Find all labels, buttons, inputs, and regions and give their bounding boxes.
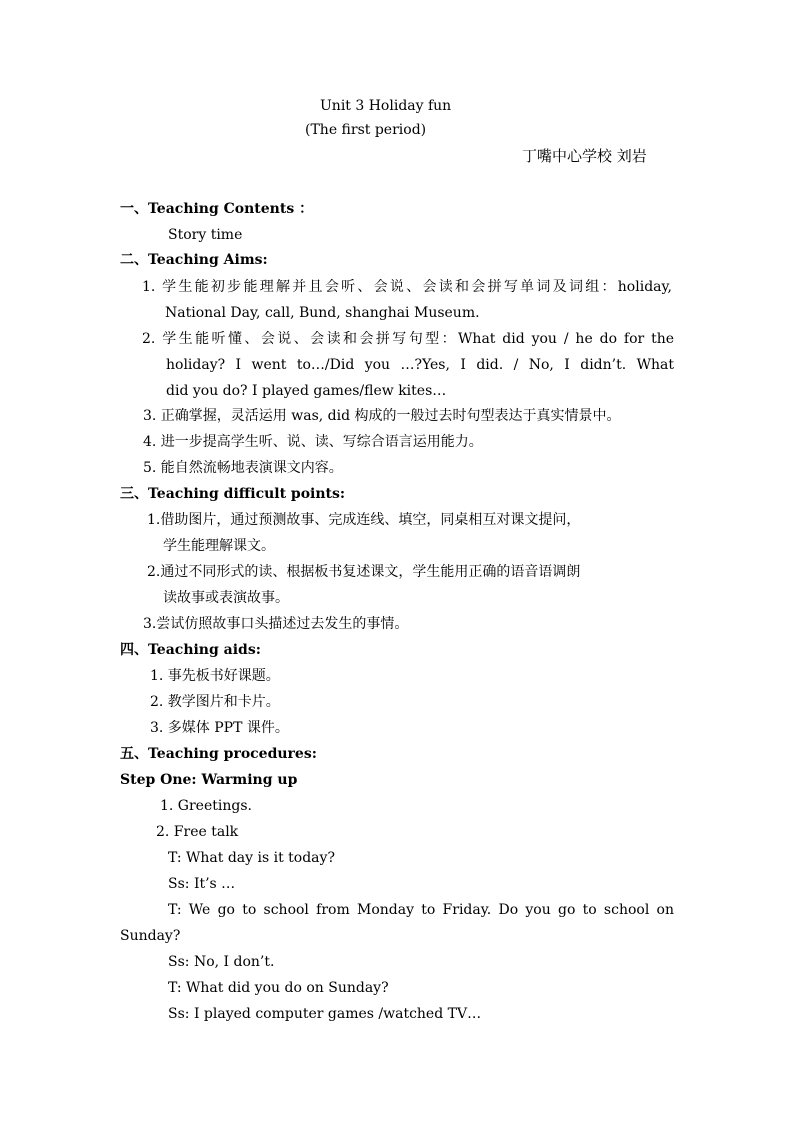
dialogue-line: T: We go to school from Monday to Friday. Do you go to school on — [168, 902, 674, 918]
procedures-heading: 五、Teaching procedures: — [120, 746, 317, 762]
aim-item: 5. 能自然流畅地表演课文内容。 — [143, 460, 343, 476]
dialogue-line: T: What day is it today? — [168, 850, 335, 866]
difficult-item-continued: 读故事或表演故事。 — [163, 590, 289, 606]
step-one-heading: Step One: Warming up — [120, 772, 298, 788]
aid-item: 3. 多媒体 PPT 课件。 — [150, 720, 289, 736]
aim-item: 2. 学生能听懂、会说、会读和会拼写句型：What did you / he do for the — [142, 331, 674, 347]
difficult-item: 2.通过不同形式的读、根据板书复述课文，学生能用正确的语音语调朗 — [147, 564, 581, 580]
contents-heading: 一、Teaching Contents ： — [120, 201, 314, 217]
aim-item-continued: did you do? I played games/flew kites… — [166, 383, 447, 399]
difficult-heading: 三、Teaching difficult points: — [120, 486, 346, 502]
aim-item-continued: National Day, call, Bund, shanghai Museum. — [165, 305, 480, 321]
difficult-item: 1.借助图片，通过预测故事、完成连线、填空，同桌相互对课文提问， — [147, 512, 581, 528]
doc-author: 丁嘴中心学校 刘岩 — [522, 147, 647, 165]
aim-item: 3. 正确掌握，灵活运用 was, did 构成的一般过去时句型表达于真实情景中。 — [143, 408, 621, 424]
aim-item: 1. 学生能初步能理解并且会听、会说、会读和会拼写单词及词组：holiday, — [142, 279, 672, 295]
dialogue-line: Ss: No, I don’t. — [168, 954, 275, 970]
aid-item: 1. 事先板书好课题。 — [150, 668, 280, 684]
dialogue-line-continued: Sunday? — [120, 928, 181, 944]
difficult-item-continued: 学生能理解课文。 — [163, 538, 275, 554]
step-item: 2. Free talk — [156, 824, 239, 840]
aids-heading: 四、Teaching aids: — [120, 642, 261, 658]
dialogue-line: Ss: It’s … — [168, 876, 236, 892]
difficult-item: 3.尝试仿照故事口头描述过去发生的事情。 — [143, 616, 409, 632]
contents-text: Story time — [168, 227, 243, 243]
aid-item: 2. 教学图片和卡片。 — [150, 694, 280, 710]
aim-item-continued: holiday? I went to…/Did you …?Yes, I did. / No, I didn’t. What — [166, 357, 674, 373]
dialogue-line: T: What did you do on Sunday? — [168, 980, 389, 996]
aim-item: 4. 进一步提高学生听、说、读、写综合语言运用能力。 — [143, 434, 483, 450]
doc-title: Unit 3 Holiday fun — [320, 98, 452, 114]
step-item: 1. Greetings. — [160, 798, 252, 814]
aims-heading: 二、Teaching Aims: — [120, 252, 268, 268]
dialogue-line: Ss: I played computer games /watched TV… — [168, 1006, 482, 1022]
doc-period: (The first period) — [305, 122, 427, 138]
